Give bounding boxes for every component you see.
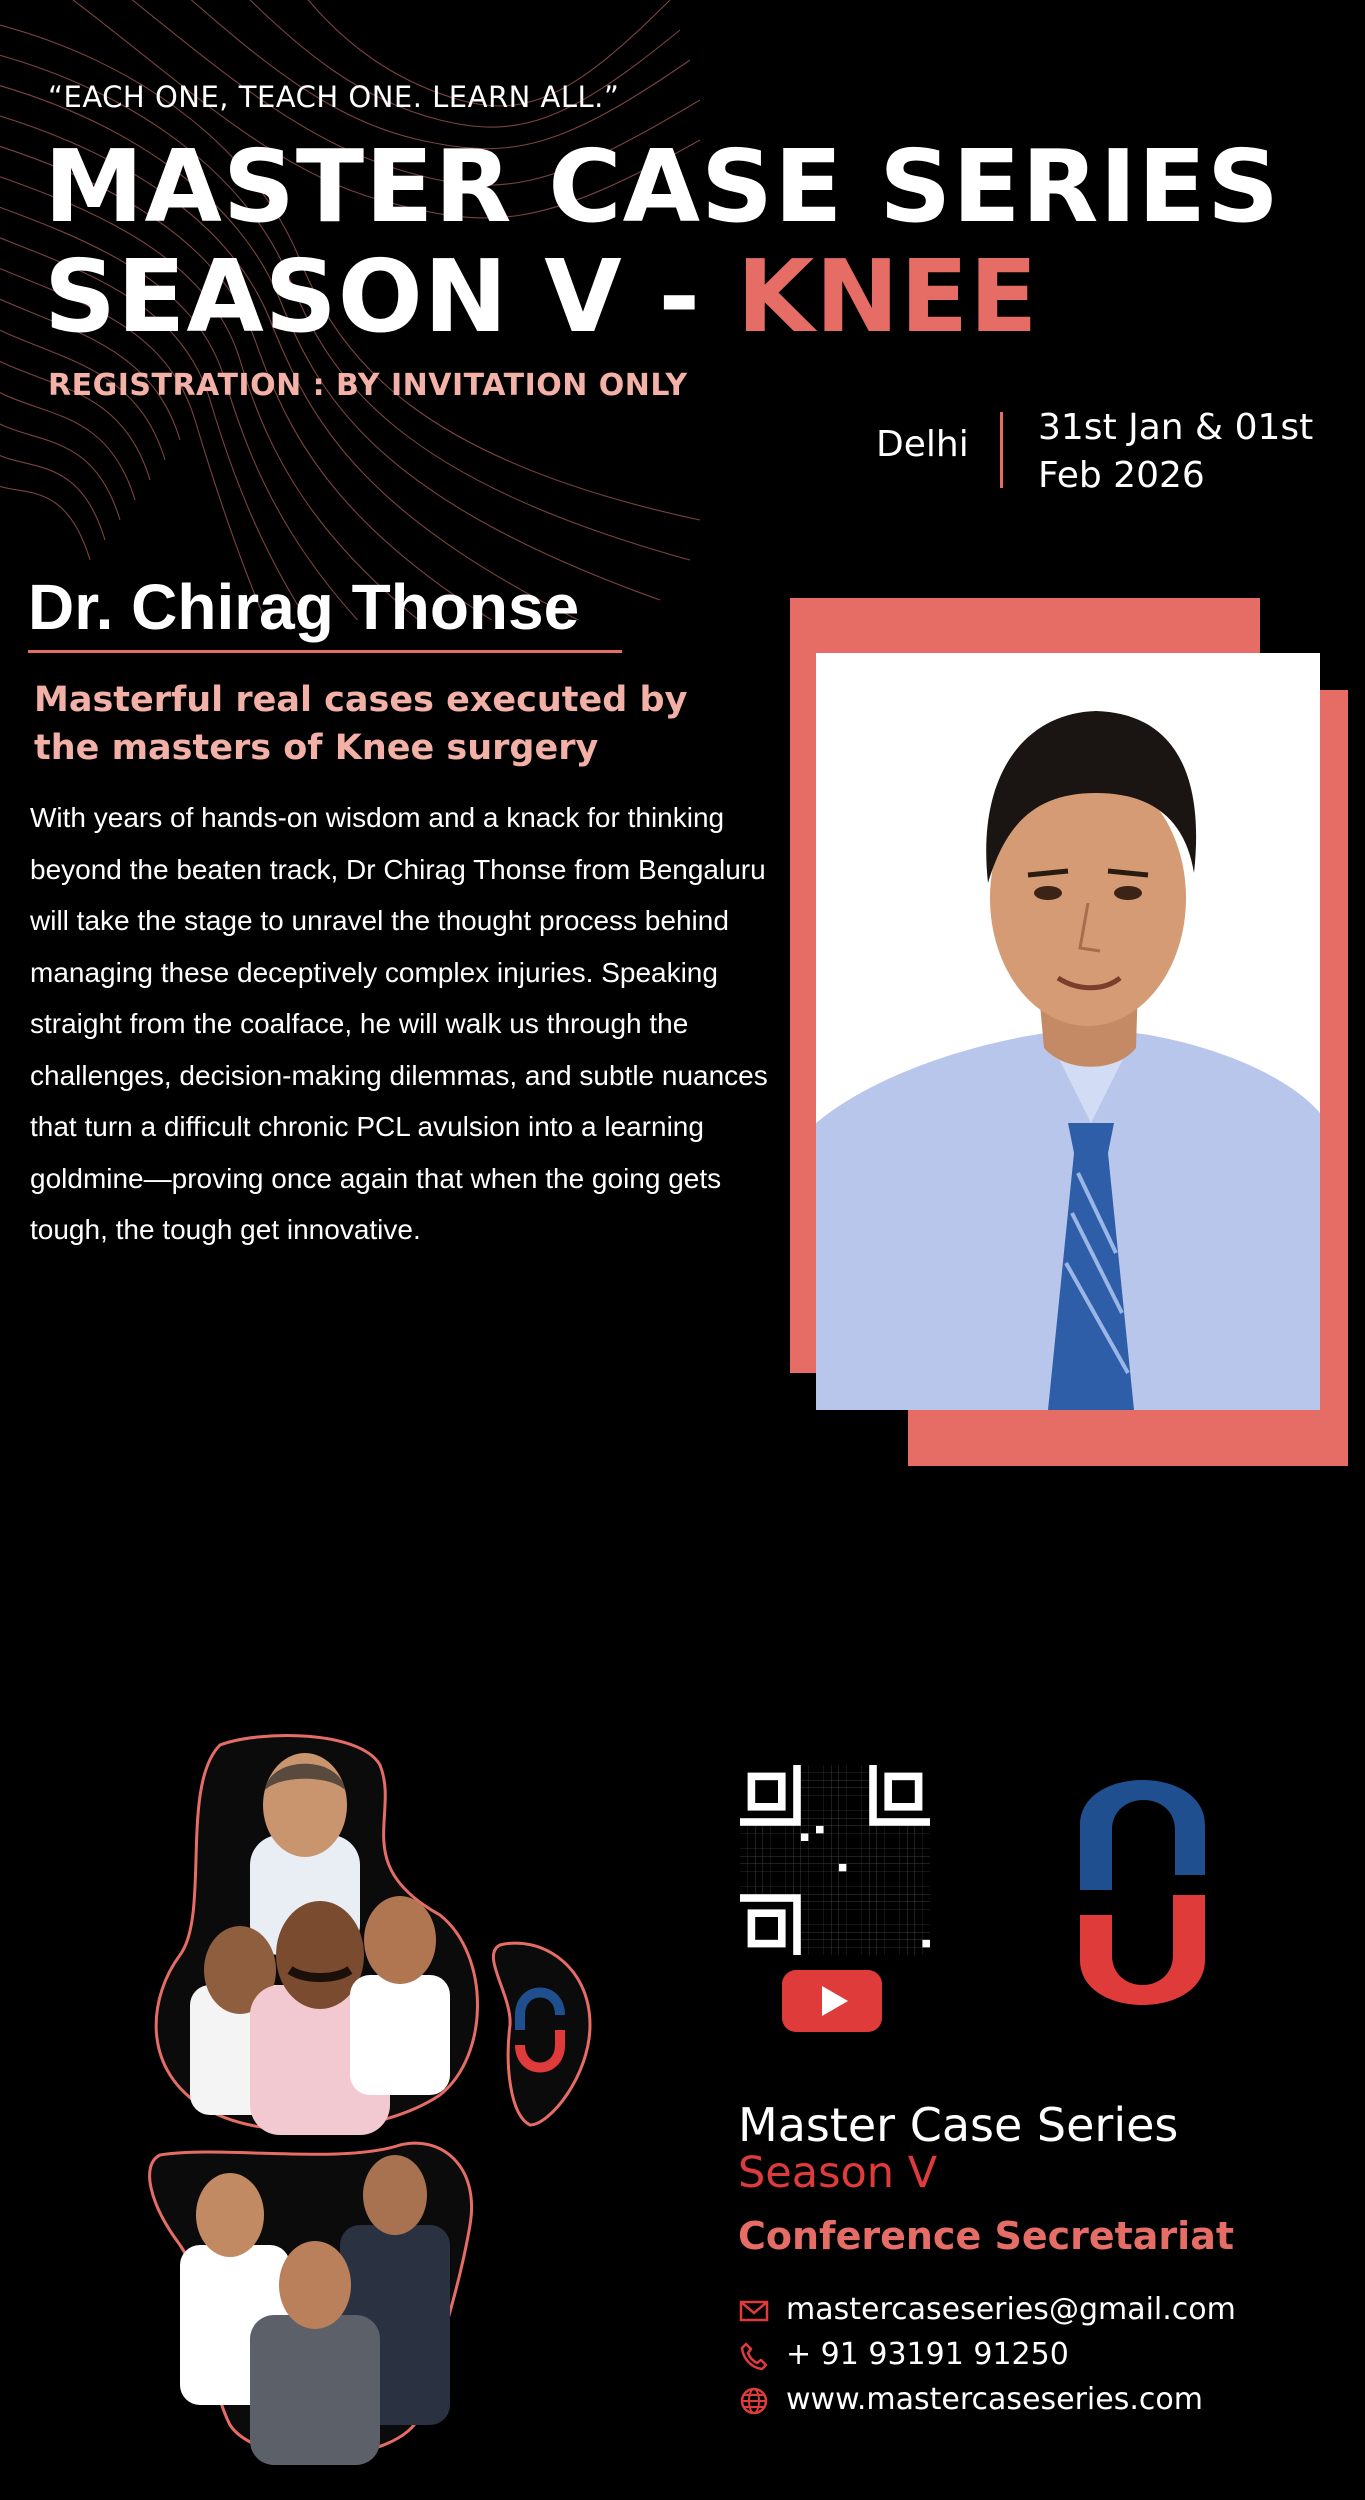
event-date — [1038, 404, 1338, 500]
title-season: SEASON V - — [44, 238, 737, 355]
conference-secretariat: Conference Secretariat — [738, 2214, 1235, 2258]
play-icon — [822, 1986, 848, 2016]
event-city: Delhi — [876, 424, 969, 465]
series-season: Season V — [738, 2148, 938, 2198]
title-line-2 — [44, 238, 1039, 355]
date-line-1: 31st Jan & 01st — [1038, 407, 1314, 448]
divider — [1000, 412, 1003, 488]
email-text: mastercaseseries@gmail.com — [786, 2292, 1236, 2327]
collage-blob-small — [493, 1943, 590, 2125]
contact-website[interactable] — [738, 2382, 1203, 2417]
speaker-photo — [816, 653, 1320, 1410]
speakers-collage — [140, 1725, 620, 2475]
speaker-subtitle — [34, 676, 714, 772]
phone-text: + 91 93191 91250 — [786, 2337, 1069, 2372]
contact-phone[interactable] — [738, 2337, 1069, 2372]
mcs-logo-icon — [1040, 1755, 1240, 2035]
subtitle-line-1: Masterful real cases executed by — [34, 680, 688, 720]
subtitle-line-2: the masters of Knee surgery — [34, 728, 599, 768]
contact-email[interactable] — [738, 2292, 1236, 2327]
title-knee: KNEE — [736, 238, 1039, 355]
website-text: www.mastercaseseries.com — [786, 2382, 1203, 2417]
qr-code-pattern — [740, 1765, 930, 1955]
qr-code-icon[interactable] — [740, 1765, 930, 1955]
date-line-2: Feb 2026 — [1038, 455, 1205, 496]
speaker-name: Dr. Chirag Thonse — [28, 571, 580, 643]
phone-icon — [738, 2340, 770, 2372]
title-line-1: MASTER CASE SERIES — [44, 128, 1281, 245]
speaker-bio: With years of hands-on wisdom and a knack for thinking beyond the beaten track, Dr Chirag Thonse from Bengaluru will take the stage to unravel the thought process behind managing these deceptively complex injuries. Speaking straight from the coalface, he will walk us through the challenges, decision-making dilemmas, and subtle nuances that turn a difficult chronic PCL avulsion into a learning goldmine—proving once again that when the going gets tough, the tough get innovative. — [30, 802, 768, 1245]
mail-icon — [738, 2295, 770, 2327]
globe-icon — [738, 2385, 770, 2417]
registration-note: REGISTRATION : BY INVITATION ONLY — [48, 368, 688, 403]
series-name: Master Case Series — [738, 2098, 1179, 2152]
speaker-portrait — [816, 653, 1320, 1410]
speaker-underline — [28, 650, 622, 653]
tagline: “EACH ONE, TEACH ONE. LEARN ALL.” — [48, 80, 620, 114]
